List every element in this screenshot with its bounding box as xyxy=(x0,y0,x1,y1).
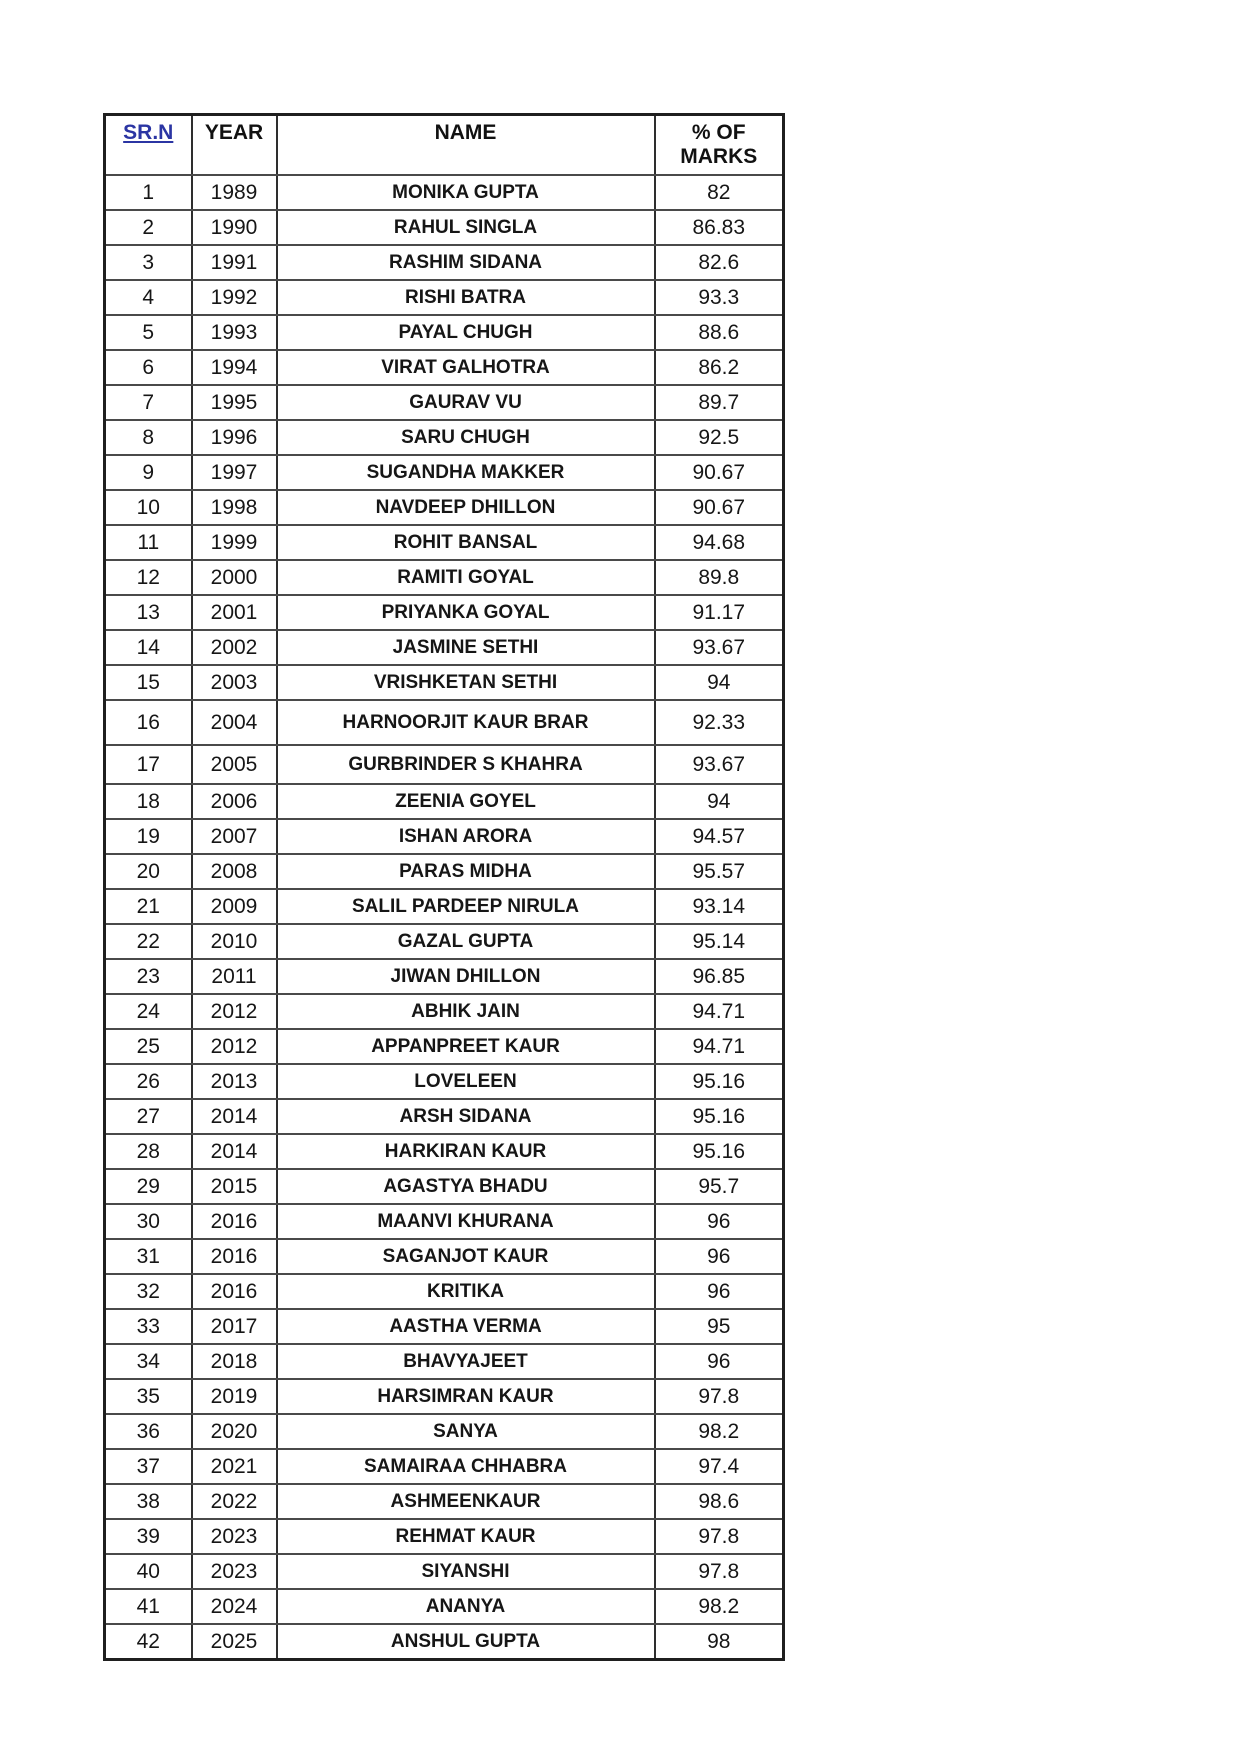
sr-cell: 13 xyxy=(105,595,192,630)
table-row xyxy=(105,420,784,455)
table-row xyxy=(105,1554,784,1589)
sr-cell: 11 xyxy=(105,525,192,560)
table-row xyxy=(105,1029,784,1064)
name-cell: RISHI BATRA xyxy=(277,280,655,315)
name-cell: ZEENIA GOYEL xyxy=(277,784,655,819)
name-cell: RAHUL SINGLA xyxy=(277,210,655,245)
name-cell: AGASTYA BHADU xyxy=(277,1169,655,1204)
year-cell: 2019 xyxy=(192,1379,277,1414)
marks-cell: 93.67 xyxy=(655,630,784,665)
year-cell: 2017 xyxy=(192,1309,277,1344)
name-cell: MONIKA GUPTA xyxy=(277,175,655,210)
sr-cell: 8 xyxy=(105,420,192,455)
marks-cell: 97.8 xyxy=(655,1519,784,1554)
year-cell: 2016 xyxy=(192,1239,277,1274)
marks-cell: 95.16 xyxy=(655,1064,784,1099)
sr-cell: 17 xyxy=(105,745,192,784)
marks-cell: 94.68 xyxy=(655,525,784,560)
year-cell: 2006 xyxy=(192,784,277,819)
name-cell: KRITIKA xyxy=(277,1274,655,1309)
sr-cell: 2 xyxy=(105,210,192,245)
sr-cell: 25 xyxy=(105,1029,192,1064)
year-cell: 1997 xyxy=(192,455,277,490)
table-row xyxy=(105,315,784,350)
sr-cell: 3 xyxy=(105,245,192,280)
name-cell: RASHIM SIDANA xyxy=(277,245,655,280)
name-cell: VIRAT GALHOTRA xyxy=(277,350,655,385)
marks-cell: 89.8 xyxy=(655,560,784,595)
year-cell: 2002 xyxy=(192,630,277,665)
sr-cell: 20 xyxy=(105,854,192,889)
year-cell: 2003 xyxy=(192,665,277,700)
table-row xyxy=(105,745,784,784)
sr-cell: 36 xyxy=(105,1414,192,1449)
table-row xyxy=(105,1099,784,1134)
table-row xyxy=(105,175,784,210)
column-header-srn xyxy=(105,115,192,176)
table-header xyxy=(105,115,784,176)
year-cell: 2020 xyxy=(192,1414,277,1449)
name-cell: SIYANSHI xyxy=(277,1554,655,1589)
table-row xyxy=(105,700,784,745)
sr-cell: 14 xyxy=(105,630,192,665)
marks-cell: 95 xyxy=(655,1309,784,1344)
name-cell: BHAVYAJEET xyxy=(277,1344,655,1379)
marks-cell: 94.57 xyxy=(655,819,784,854)
marks-cell: 91.17 xyxy=(655,595,784,630)
table-row xyxy=(105,1064,784,1099)
marks-cell: 95.16 xyxy=(655,1134,784,1169)
marks-cell: 96.85 xyxy=(655,959,784,994)
year-cell: 2014 xyxy=(192,1134,277,1169)
sr-cell: 5 xyxy=(105,315,192,350)
marks-cell: 90.67 xyxy=(655,455,784,490)
year-cell: 2010 xyxy=(192,924,277,959)
marks-cell: 82.6 xyxy=(655,245,784,280)
table-row xyxy=(105,1239,784,1274)
name-cell: GAZAL GUPTA xyxy=(277,924,655,959)
marks-cell: 98 xyxy=(655,1624,784,1660)
marks-cell: 89.7 xyxy=(655,385,784,420)
table-row xyxy=(105,819,784,854)
year-cell: 1994 xyxy=(192,350,277,385)
marks-cell: 97.8 xyxy=(655,1379,784,1414)
sr-cell: 22 xyxy=(105,924,192,959)
sr-cell: 34 xyxy=(105,1344,192,1379)
marks-cell: 96 xyxy=(655,1239,784,1274)
table-row xyxy=(105,1274,784,1309)
sr-cell: 18 xyxy=(105,784,192,819)
table-row xyxy=(105,1309,784,1344)
table-row xyxy=(105,1169,784,1204)
name-cell: SANYA xyxy=(277,1414,655,1449)
sr-cell: 31 xyxy=(105,1239,192,1274)
name-cell: MAANVI KHURANA xyxy=(277,1204,655,1239)
sr-cell: 27 xyxy=(105,1099,192,1134)
marks-cell: 95.16 xyxy=(655,1099,784,1134)
marks-cell: 93.14 xyxy=(655,889,784,924)
year-cell: 2023 xyxy=(192,1554,277,1589)
sr-cell: 35 xyxy=(105,1379,192,1414)
name-cell: ASHMEENKAUR xyxy=(277,1484,655,1519)
table-row xyxy=(105,455,784,490)
marks-cell: 96 xyxy=(655,1344,784,1379)
year-cell: 2016 xyxy=(192,1204,277,1239)
table-row xyxy=(105,385,784,420)
name-cell: HARNOORJIT KAUR BRAR xyxy=(277,700,655,745)
table-row xyxy=(105,1344,784,1379)
year-cell: 2004 xyxy=(192,700,277,745)
year-cell: 2013 xyxy=(192,1064,277,1099)
sr-cell: 40 xyxy=(105,1554,192,1589)
year-cell: 2014 xyxy=(192,1099,277,1134)
year-cell: 2015 xyxy=(192,1169,277,1204)
year-cell: 2007 xyxy=(192,819,277,854)
table-row xyxy=(105,1414,784,1449)
year-cell: 2000 xyxy=(192,560,277,595)
table-row xyxy=(105,490,784,525)
year-cell: 2021 xyxy=(192,1449,277,1484)
marks-cell: 95.7 xyxy=(655,1169,784,1204)
year-cell: 1995 xyxy=(192,385,277,420)
name-cell: PARAS MIDHA xyxy=(277,854,655,889)
sr-cell: 21 xyxy=(105,889,192,924)
year-cell: 2023 xyxy=(192,1519,277,1554)
marks-cell: 96 xyxy=(655,1204,784,1239)
table-row xyxy=(105,889,784,924)
year-cell: 2018 xyxy=(192,1344,277,1379)
year-cell: 1991 xyxy=(192,245,277,280)
table-row xyxy=(105,1379,784,1414)
name-cell: ISHAN ARORA xyxy=(277,819,655,854)
name-cell: ANANYA xyxy=(277,1589,655,1624)
table-row xyxy=(105,1589,784,1624)
sr-cell: 33 xyxy=(105,1309,192,1344)
table-row xyxy=(105,560,784,595)
table-row xyxy=(105,994,784,1029)
marks-cell: 86.83 xyxy=(655,210,784,245)
year-cell: 2024 xyxy=(192,1589,277,1624)
sr-cell: 16 xyxy=(105,700,192,745)
marks-cell: 95.57 xyxy=(655,854,784,889)
name-cell: PAYAL CHUGH xyxy=(277,315,655,350)
name-cell: SAGANJOT KAUR xyxy=(277,1239,655,1274)
name-cell: ANSHUL GUPTA xyxy=(277,1624,655,1660)
sr-cell: 42 xyxy=(105,1624,192,1660)
marks-cell: 98.2 xyxy=(655,1414,784,1449)
table-row xyxy=(105,1449,784,1484)
year-cell: 2001 xyxy=(192,595,277,630)
name-cell: HARKIRAN KAUR xyxy=(277,1134,655,1169)
toppers-marks-table xyxy=(103,113,785,1661)
name-cell: LOVELEEN xyxy=(277,1064,655,1099)
marks-cell: 97.4 xyxy=(655,1449,784,1484)
name-cell: GURBRINDER S KHAHRA xyxy=(277,745,655,784)
table-row xyxy=(105,1134,784,1169)
marks-cell: 94.71 xyxy=(655,994,784,1029)
marks-cell: 92.5 xyxy=(655,420,784,455)
year-cell: 2011 xyxy=(192,959,277,994)
name-cell: SARU CHUGH xyxy=(277,420,655,455)
sr-cell: 7 xyxy=(105,385,192,420)
year-cell: 1998 xyxy=(192,490,277,525)
name-cell: JASMINE SETHI xyxy=(277,630,655,665)
year-cell: 2025 xyxy=(192,1624,277,1660)
marks-cell: 98.6 xyxy=(655,1484,784,1519)
marks-cell: 90.67 xyxy=(655,490,784,525)
name-cell: SAMAIRAA CHHABRA xyxy=(277,1449,655,1484)
name-cell: JIWAN DHILLON xyxy=(277,959,655,994)
name-cell: HARSIMRAN KAUR xyxy=(277,1379,655,1414)
year-cell: 2016 xyxy=(192,1274,277,1309)
sr-cell: 1 xyxy=(105,175,192,210)
sr-cell: 26 xyxy=(105,1064,192,1099)
table-row xyxy=(105,665,784,700)
sr-cell: 28 xyxy=(105,1134,192,1169)
sr-cell: 6 xyxy=(105,350,192,385)
sr-cell: 29 xyxy=(105,1169,192,1204)
marks-cell: 88.6 xyxy=(655,315,784,350)
marks-cell: 82 xyxy=(655,175,784,210)
table-row xyxy=(105,350,784,385)
sr-cell: 10 xyxy=(105,490,192,525)
marks-cell: 94 xyxy=(655,784,784,819)
year-cell: 2012 xyxy=(192,1029,277,1064)
table-row xyxy=(105,525,784,560)
name-cell: RAMITI GOYAL xyxy=(277,560,655,595)
marks-cell: 97.8 xyxy=(655,1554,784,1589)
sr-cell: 30 xyxy=(105,1204,192,1239)
srn-header-link: SR.N xyxy=(123,121,174,144)
table-row xyxy=(105,1624,784,1660)
year-cell: 2009 xyxy=(192,889,277,924)
table-row xyxy=(105,1204,784,1239)
marks-cell: 94.71 xyxy=(655,1029,784,1064)
year-cell: 2022 xyxy=(192,1484,277,1519)
results-table-body xyxy=(105,175,784,1660)
table-row xyxy=(105,924,784,959)
marks-cell: 93.3 xyxy=(655,280,784,315)
table-row xyxy=(105,1519,784,1554)
sr-cell: 32 xyxy=(105,1274,192,1309)
sr-cell: 15 xyxy=(105,665,192,700)
sr-cell: 12 xyxy=(105,560,192,595)
name-cell: REHMAT KAUR xyxy=(277,1519,655,1554)
table-row xyxy=(105,245,784,280)
year-cell: 2005 xyxy=(192,745,277,784)
table-row xyxy=(105,784,784,819)
table-row xyxy=(105,1484,784,1519)
name-cell: ABHIK JAIN xyxy=(277,994,655,1029)
marks-cell: 98.2 xyxy=(655,1589,784,1624)
name-cell: AASTHA VERMA xyxy=(277,1309,655,1344)
name-cell: ARSH SIDANA xyxy=(277,1099,655,1134)
year-cell: 1996 xyxy=(192,420,277,455)
year-cell: 1999 xyxy=(192,525,277,560)
year-cell: 1989 xyxy=(192,175,277,210)
marks-cell: 94 xyxy=(655,665,784,700)
sr-cell: 23 xyxy=(105,959,192,994)
year-cell: 1993 xyxy=(192,315,277,350)
table-row xyxy=(105,854,784,889)
table-row xyxy=(105,210,784,245)
sr-cell: 41 xyxy=(105,1589,192,1624)
column-header-name: NAME xyxy=(277,115,655,176)
sr-cell: 9 xyxy=(105,455,192,490)
sr-cell: 24 xyxy=(105,994,192,1029)
table-row xyxy=(105,959,784,994)
marks-cell: 95.14 xyxy=(655,924,784,959)
name-cell: APPANPREET KAUR xyxy=(277,1029,655,1064)
name-cell: GAURAV VU xyxy=(277,385,655,420)
name-cell: PRIYANKA GOYAL xyxy=(277,595,655,630)
year-cell: 2012 xyxy=(192,994,277,1029)
sr-cell: 19 xyxy=(105,819,192,854)
name-cell: NAVDEEP DHILLON xyxy=(277,490,655,525)
year-cell: 2008 xyxy=(192,854,277,889)
sr-cell: 37 xyxy=(105,1449,192,1484)
marks-cell: 96 xyxy=(655,1274,784,1309)
marks-cell: 92.33 xyxy=(655,700,784,745)
table-row xyxy=(105,630,784,665)
table-row xyxy=(105,595,784,630)
year-cell: 1990 xyxy=(192,210,277,245)
marks-cell: 86.2 xyxy=(655,350,784,385)
name-cell: SALIL PARDEEP NIRULA xyxy=(277,889,655,924)
name-cell: SUGANDHA MAKKER xyxy=(277,455,655,490)
sr-cell: 39 xyxy=(105,1519,192,1554)
name-cell: VRISHKETAN SETHI xyxy=(277,665,655,700)
header-row xyxy=(105,115,784,176)
marks-cell: 93.67 xyxy=(655,745,784,784)
column-header-year: YEAR xyxy=(192,115,277,176)
sr-cell: 4 xyxy=(105,280,192,315)
table-row xyxy=(105,280,784,315)
year-cell: 1992 xyxy=(192,280,277,315)
sr-cell: 38 xyxy=(105,1484,192,1519)
name-cell: ROHIT BANSAL xyxy=(277,525,655,560)
column-header-marks: % OF MARKS xyxy=(655,115,784,176)
